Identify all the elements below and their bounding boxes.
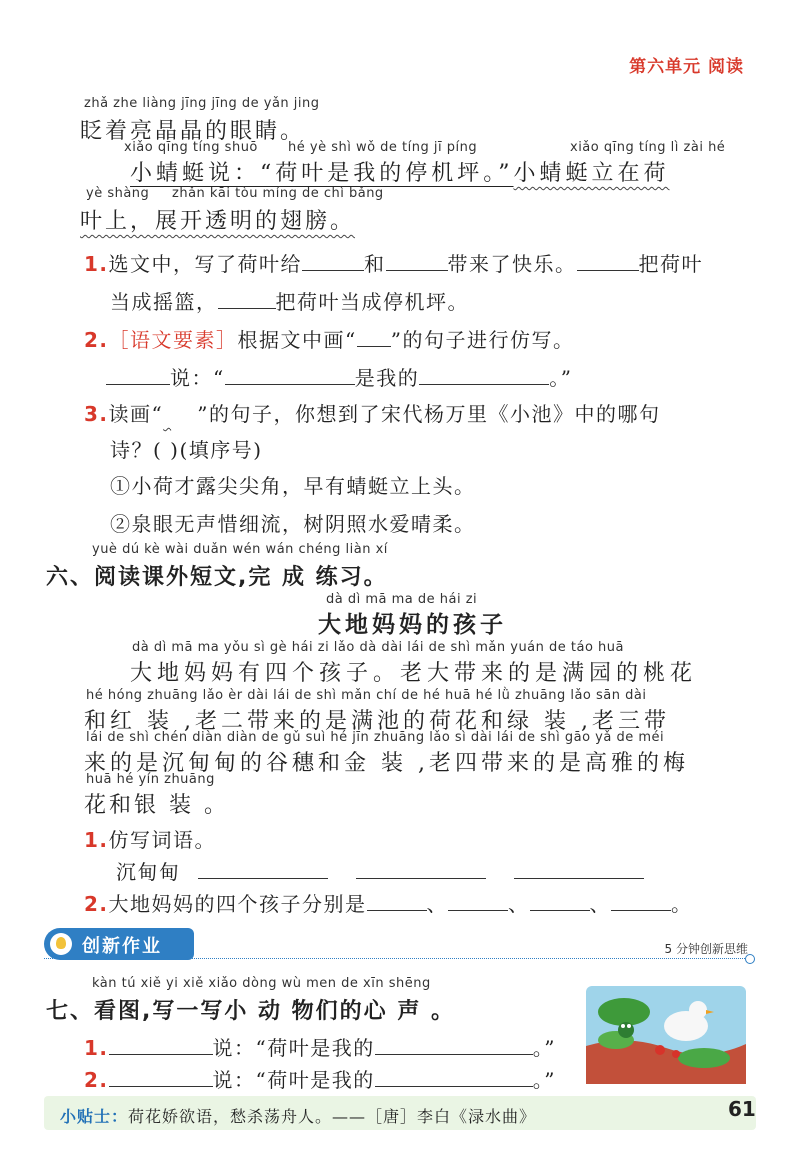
animal-voice-2: 2. 说：“荷叶是我的 。”: [84, 1068, 556, 1092]
pinyin-line: zhǎn kāi tòu míng de chì bǎng: [172, 186, 384, 201]
answer-blank[interactable]: [198, 860, 328, 879]
answer-blank[interactable]: [386, 252, 448, 271]
creative-homework-banner: 创新作业: [44, 928, 194, 960]
unit-header: 第六单元 阅读: [629, 57, 744, 77]
story-line: 来的是沉甸甸的谷穗和金 装 ,老四带来的是高雅的梅: [84, 751, 689, 776]
pinyin-line: zhǎ zhe liàng jīng jīng de yǎn jing: [84, 96, 320, 111]
question-1: 1.选文中，写了荷叶给 和 带来了快乐。 把荷叶: [84, 252, 704, 276]
lily-pad: [598, 998, 650, 1026]
answer-blank[interactable]: [106, 366, 170, 385]
underlined-sentence: 小蜻蜓说：“荷叶是我的停机坪。”: [130, 161, 514, 186]
section-6-question-1: 1.仿写词语。: [84, 828, 217, 852]
pinyin-line: xiǎo qīng tíng lì zài hé: [570, 140, 726, 155]
animal-voice-1: 1. 说：“荷叶是我的 。”: [84, 1036, 556, 1060]
answer-blank[interactable]: [375, 1036, 533, 1055]
answer-blank[interactable]: [109, 1036, 213, 1055]
question-2-fill: 说：“ 是我的 。”: [106, 362, 572, 391]
story-title: 大地妈妈的孩子: [318, 612, 507, 638]
answer-blank[interactable]: [218, 290, 276, 309]
wavy-underlined-sentence: 小蜻蜓立在荷: [513, 161, 670, 186]
answer-blank[interactable]: [302, 252, 364, 271]
frog-eye: [627, 1024, 631, 1028]
question-1-continued: 当成摇篮， 把荷叶当成停机坪。: [110, 290, 469, 314]
pinyin-line: yè shàng: [86, 186, 150, 201]
question-3: 3.读画“ ”的句子，你想到了宋代杨万里《小池》中的哪句: [84, 402, 661, 426]
answer-blank[interactable]: [448, 892, 508, 911]
passage-line: 眨着亮晶晶的眼睛。: [80, 119, 306, 144]
option-1: ①小荷才露尖尖角，早有蜻蜓立上头。: [110, 474, 476, 498]
pond-illustration: [586, 986, 746, 1084]
pinyin-line: yuè dú kè wài duǎn wén wán chéng liàn xí: [92, 542, 388, 557]
answer-blank[interactable]: [577, 252, 639, 271]
section-7-heading: 七、看图,写一写小 动 物们的心 声 。: [46, 999, 455, 1024]
answer-blank[interactable]: [375, 1068, 533, 1087]
section-6-heading: 六、阅读课外短文,完 成 练习。: [46, 565, 388, 590]
pinyin-line: hé yè shì wǒ de tíng jī píng: [288, 140, 478, 155]
pinyin-line: dà dì mā ma de hái zi: [326, 592, 478, 607]
answer-blank[interactable]: [611, 892, 671, 911]
page-number: 61: [728, 1097, 756, 1121]
pinyin-line: hé hóng zhuāng lǎo èr dài lái de shì mǎn chí de hé huā hé lǜ zhuāng lǎo sān dài: [86, 688, 647, 703]
answer-blank[interactable]: [419, 366, 549, 385]
time-hint: 5 分钟创新思维: [664, 942, 748, 956]
answer-blank[interactable]: [530, 892, 590, 911]
answer-blank[interactable]: [225, 366, 355, 385]
language-element-tag: ［语文要素］: [108, 328, 238, 352]
wavy-line-mark: [163, 402, 197, 426]
lightbulb-icon: [50, 933, 72, 955]
lily-pad: [678, 1048, 730, 1068]
option-2: ②泉眼无声惜细流，树阴照水爱晴柔。: [110, 512, 476, 536]
section-6-question-2: 2.大地妈妈的四个孩子分别是 、 、 、 。: [84, 892, 693, 916]
crab: [672, 1050, 680, 1058]
answer-blank[interactable]: [367, 892, 427, 911]
pinyin-line: kàn tú xiě yi xiě xiǎo dòng wù men de xīn shēng: [92, 976, 431, 991]
pinyin-line: lái de shì chén diàn diàn de gǔ suì hé jīn zhuāng lǎo sì dài lái de shì gāo yǎ de méi: [86, 730, 665, 745]
answer-blank[interactable]: [356, 860, 486, 879]
duck-head: [689, 1001, 707, 1019]
question-3-answer[interactable]: 诗？( )(填序号): [110, 438, 263, 462]
frog-eye: [621, 1024, 625, 1028]
pinyin-line: dà dì mā ma yǒu sì gè hái zi lǎo dà dài lái de shì mǎn yuán de táo huā: [132, 640, 624, 655]
answer-blank[interactable]: [514, 860, 644, 879]
pinyin-line: xiǎo qīng tíng shuō: [124, 140, 258, 155]
tip-text: 小贴士：荷花娇欲语，愁杀荡舟人。——［唐］李白《渌水曲》: [60, 1107, 537, 1126]
story-line: 和红 装 ,老二带来的是满池的荷花和绿 装 ,老三带: [84, 709, 670, 734]
answer-blank[interactable]: [109, 1068, 213, 1087]
frog: [618, 1022, 634, 1038]
wavy-underlined-sentence: 叶上，展开透明的翅膀。: [80, 209, 356, 234]
straight-line-mark: [357, 328, 391, 347]
story-line: 大地妈妈有四个孩子。老大带来的是满园的桃花: [130, 661, 698, 686]
imitation-words: 沉甸甸: [116, 856, 644, 885]
pinyin-line: huā hé yín zhuāng: [86, 772, 215, 787]
question-2: 2.［语文要素］根据文中画“ ”的句子进行仿写。: [84, 328, 575, 352]
story-line: 花和银 装 。: [84, 793, 229, 818]
crab: [655, 1045, 665, 1055]
